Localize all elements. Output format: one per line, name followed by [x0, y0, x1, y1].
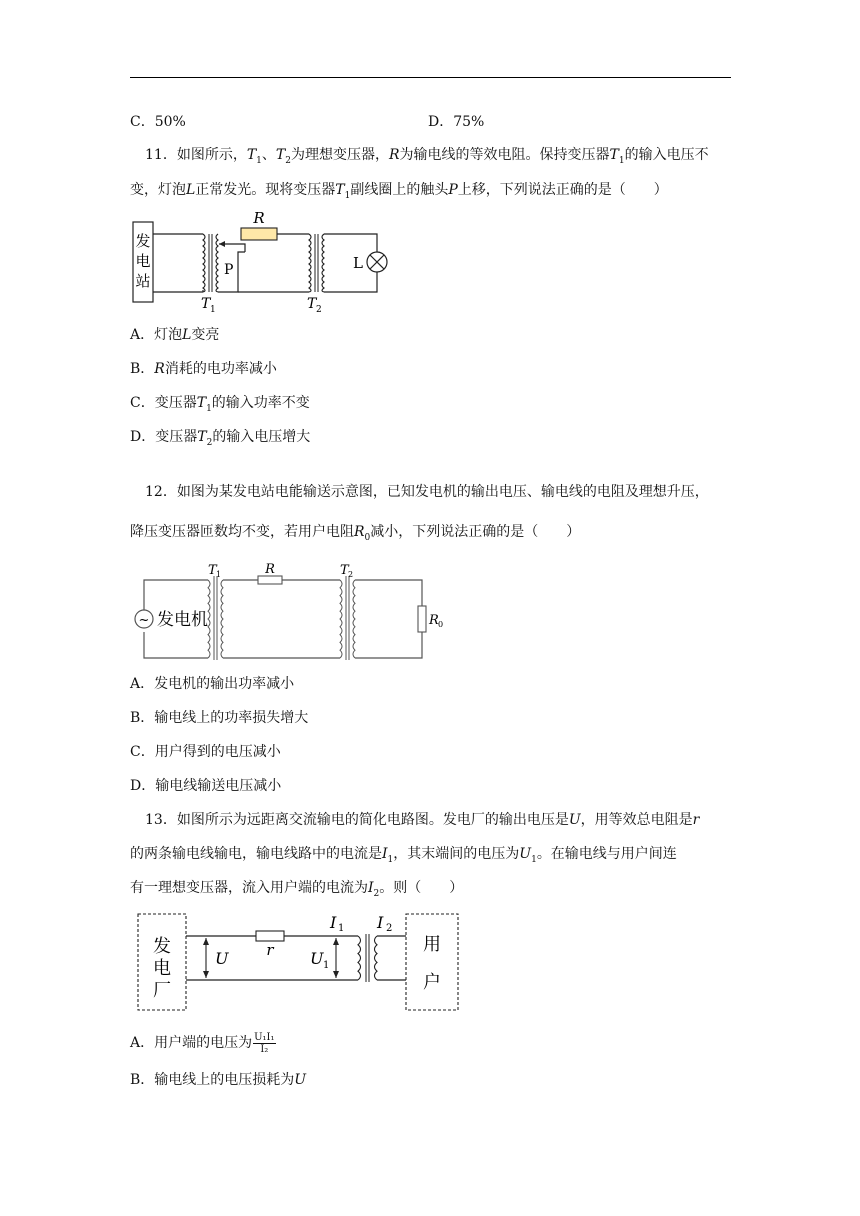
q13-user-char-2: 户 — [423, 972, 441, 993]
q12-label-t2-sub: 2 — [348, 570, 354, 579]
q12-option-b[interactable]: B．输电线上的功率损失增大 — [130, 710, 309, 726]
q12-circuit-diagram — [130, 560, 450, 664]
q13-label-u: U — [215, 949, 229, 968]
q13-label-i2-sub: 2 — [386, 923, 393, 934]
q12-label-t1-sub: 1 — [216, 570, 222, 579]
q13-user-char-1: 用 — [423, 934, 441, 955]
q11-label-t1-sub: 1 — [210, 305, 216, 315]
q11-label-l: L — [353, 254, 363, 272]
q11-option-a[interactable]: A．灯泡L变亮 — [130, 327, 220, 343]
q12-stem-line2: 降压变压器匝数均不变，若用户电阻$R_0$减小，下列说法正确的是（ ） — [130, 524, 581, 543]
q13-plant-char-1: 发 — [153, 936, 171, 957]
q13-stem-line1: 13．如图所示为远距离交流输电的简化电路图。发电厂的输出电压是U，用等效总电阻是r — [145, 812, 700, 828]
q13-label-u1: U — [310, 949, 324, 968]
q11-option-d[interactable]: D．变压器$T_2$的输入电压增大 — [130, 429, 311, 448]
q13-option-b[interactable]: B．输电线上的电压损耗为U — [130, 1072, 307, 1088]
q11-label-t1: T — [201, 296, 211, 312]
q13-plant-char-2: 电 — [153, 958, 171, 979]
q13-plant-char-3: 厂 — [153, 980, 171, 1001]
q11-stem-line1: 11．如图所示，$T_1$、$T_2$为理想变压器，R为输电线的等效电阻。保持变压器$T_1$的输入电压不 — [145, 147, 709, 166]
header-rule — [130, 77, 731, 78]
q11-resistor-r — [241, 228, 277, 240]
station-char-1: 发 — [135, 232, 151, 250]
q11-label-r: R — [253, 209, 265, 227]
q13-label-r: r — [266, 941, 274, 959]
q13-stem-line2: 的两条输电线输电，输电线路中的电流是$I_1$，其末端间的电压为$U_1$。在输电线与用户间连 — [130, 846, 677, 865]
q13-label-i1-sub: 1 — [338, 923, 345, 934]
q13-label-u1-sub: 1 — [323, 960, 330, 971]
q10-option-d[interactable]: D．75% — [428, 114, 485, 130]
q12-stem-line1: 12．如图为某发电站电能输送示意图，已知发电机的输出电压、输电线的电阻及理想升压， — [145, 484, 709, 500]
q13-label-i2: I — [377, 913, 384, 932]
q10-option-c[interactable]: C．50% — [130, 114, 186, 130]
q13-circuit-diagram — [130, 906, 470, 1018]
q12-resistor-r0 — [418, 606, 426, 632]
q12-option-d[interactable]: D．输电线输送电压减小 — [130, 778, 282, 794]
q13-stem-line3: 有一理想变压器，流入用户端的电流为$I_2$。则（ ） — [130, 880, 464, 899]
q11-stem-line2: 变，灯泡L正常发光。现将变压器$T_1$副线圈上的触头P上移，下列说法正确的是（ ） — [130, 182, 668, 201]
q12-label-r0: R — [429, 613, 439, 628]
q12-resistor-r — [258, 576, 282, 584]
q12-option-a[interactable]: A．发电机的输出功率减小 — [130, 676, 295, 692]
q12-option-c[interactable]: C．用户得到的电压减小 — [130, 744, 281, 760]
q11-label-t2-sub: 2 — [316, 305, 322, 315]
q12-label-t1: T — [208, 563, 217, 578]
q11-label-p: P — [224, 262, 234, 278]
q13-resistor-r — [256, 931, 284, 941]
q11-label-t2: T — [307, 296, 317, 312]
station-char-2: 电 — [135, 252, 151, 270]
q13-option-a-fraction: $\frac{\text{U₁I₁}}{\text{I₂}}$ — [254, 1031, 275, 1055]
q11-option-b[interactable]: B．R消耗的电功率减小 — [130, 361, 277, 377]
ac-symbol: ~ — [138, 613, 150, 628]
q11-circuit-diagram — [125, 208, 395, 316]
q13-option-a[interactable]: A．用户端的电压为 $\frac{\text{U₁I₁}}{\text{I₂}}$ — [130, 1031, 275, 1055]
q11-option-c[interactable]: C．变压器$T_1$的输入功率不变 — [130, 395, 310, 414]
q12-label-t2: T — [340, 563, 349, 578]
q12-label-r: R — [265, 562, 275, 577]
q12-label-generator: 发电机 — [157, 610, 208, 630]
q13-label-i1: I — [330, 913, 337, 932]
station-char-3: 站 — [135, 272, 151, 290]
q12-label-r0-sub: 0 — [438, 620, 444, 629]
